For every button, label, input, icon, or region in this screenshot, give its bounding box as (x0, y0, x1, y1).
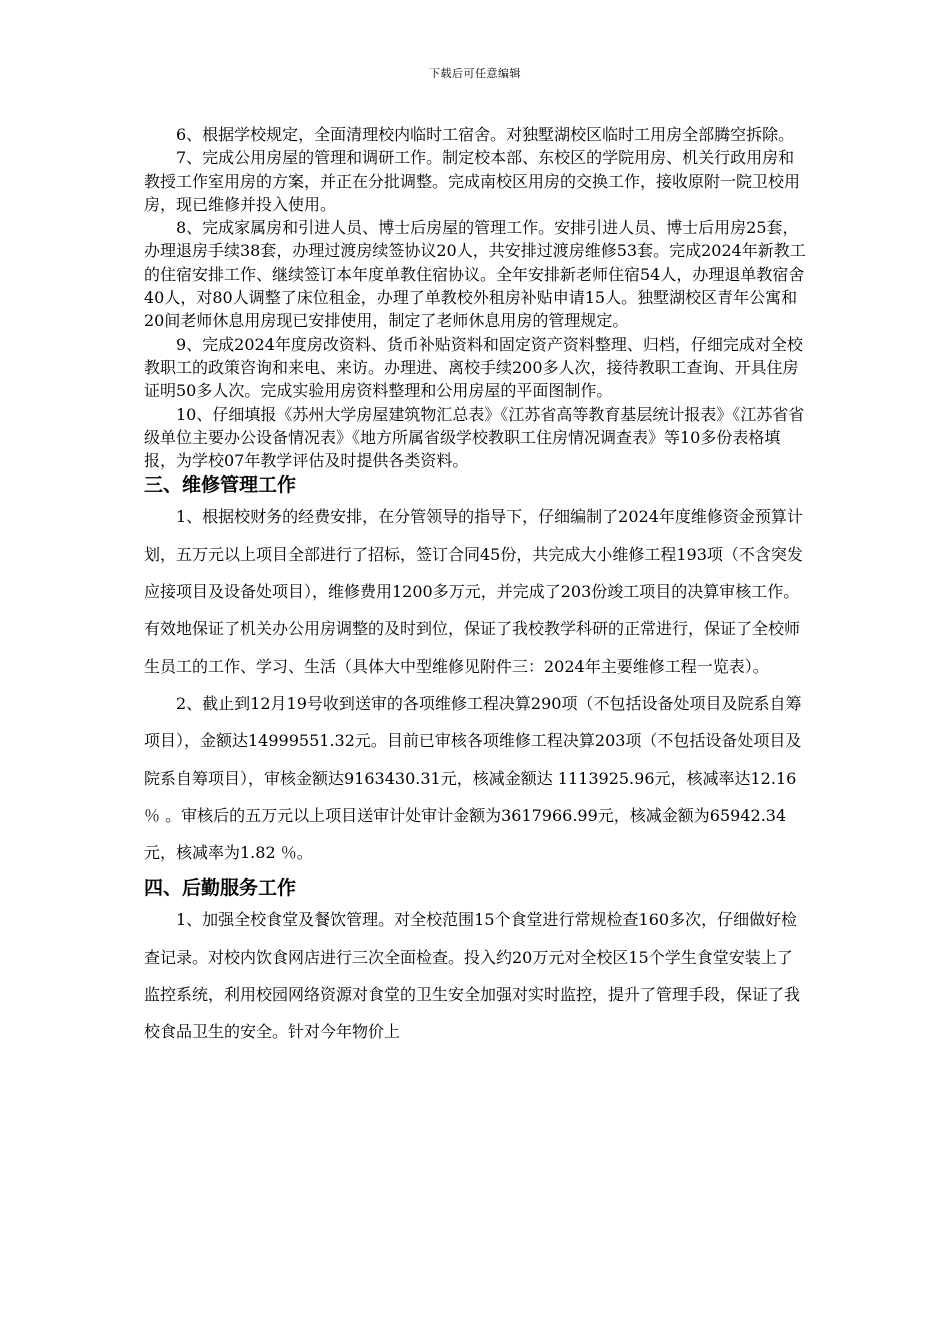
section-3-heading: 三、维修管理工作 (144, 474, 297, 497)
section-4-paragraph-1: 1、加强全校食堂及餐饮管理。对全校范围15个食堂进行常规检查160多次，仔细做好检查记录。对校内饮食网店进行三次全面检查。投入约20万元对全校区15个学生食堂安装上了监控系统，利用校园网络资源对食堂的卫生安全加强对实时监控，提升了管理手段，保证了我校食品卫生的安全。针对今年物价上 (144, 910, 801, 1042)
item-8: 8、完成家属房和引进人员、博士后房屋的管理工作。安排引进人员、博士后用房25套，办理退房手续38套，办理过渡房续签协议20人，共安排过渡房维修53套。完成2024年新教工的住宿安排工作、继续签订本年度单教住宿协议。全年安排新老师住宿54人，办理退单教宿舍40人，对80人调整了床位租金，办理了单教校外租房补贴申请15人。独墅湖校区青年公寓和20间老师休息用房现已安排使用，制定了老师休息用房的管理规定。 (144, 218, 806, 331)
housing-items-list (144, 123, 808, 472)
section-3-paragraph-1: 1、根据校财务的经费安排，在分管领导的指导下，仔细编制了2024年度维修资金预算计划，五万元以上项目全部进行了招标，签订合同45份，共完成大小维修工程193项（不含突发应接项目及设备处项目），维修费用1200多万元，并完成了203份竣工项目的决算审核工作。有效地保证了机关办公用房调整的及时到位，保证了我校教学科研的正常进行，保证了全校师生员工的工作、学习、生活（具体大中型维修见附件三：2024年主要维修工程一览表）。 (144, 507, 803, 676)
document-body (144, 123, 808, 1051)
page-header-note: 下载后可任意编辑 (429, 67, 521, 80)
section-4-heading: 四、后勤服务工作 (144, 877, 297, 900)
item-6: 6、根据学校规定，全面清理校内临时工宿舍。对独墅湖校区临时工用房全部腾空拆除。 (176, 125, 795, 144)
item-10: 10、仔细填报《苏州大学房屋建筑物汇总表》《江苏省高等教育基层统计报表》《江苏省省级单位主要办公设备情况表》《地方所属省级学校教职工住房情况调查表》等10多份表格填报，为学校07年教学评估及时提供各类资料。 (144, 404, 805, 471)
section-3-body (144, 498, 808, 871)
section-4-body (144, 901, 808, 1050)
item-9: 9、完成2024年度房改资料、货币补贴资料和固定资产资料整理、归档，仔细完成对全校教职工的政策咨询和来电、来访。办理进、离校手续200多人次，接待教职工查询、开具住房证明50多人次。完成实验用房资料整理和公用房屋的平面图制作。 (144, 334, 803, 401)
section-3-paragraph-2: 2、截止到12月19号收到送审的各项维修工程决算290项（不包括设备处项目及院系自筹项目），金额达14999551.32元。目前已审核各项维修工程决算203项（不包括设备处项目及院系自筹项目），审核金额达9163430.31元，核减金额达 1113925.96元，核减率达12.16 ％ 。审核后的五万元以上项目送审计处审计金额为3617966.99元，核减金额为65942.34元，核减率为1.82 ％。 (144, 693, 802, 863)
item-7: 7、完成公用房屋的管理和调研工作。制定校本部、东校区的学院用房、机关行政用房和教授工作室用房的方案，并正在分批调整。完成南校区用房的交换工作，接收原附一院卫校用房，现已维修并投入使用。 (144, 148, 801, 214)
